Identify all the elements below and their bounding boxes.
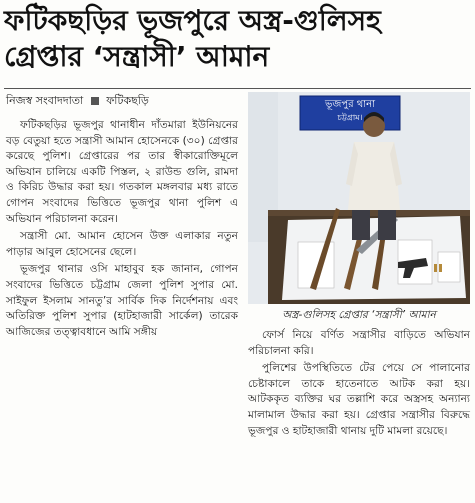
article-paragraph: পুলিশের উপস্থিতিতে টের পেয়ে সে পালানোর চেষ্টাকালে তাকে হাতেনাতে আটক করা হয়। আটককৃত ব্যক্তির ঘর তল্লাশি করে অস্ত্রসহ অন্যান্য মালামাল উদ্ধার করা হয়। গ্রেপ্তার সন্ত্রাসীর বিরুদ্ধে ভূজপুর ও হাটহাজারী থানায় দুটি মামলা রয়েছে। (248, 362, 470, 437)
news-photo (248, 92, 470, 304)
article-column-right (248, 328, 470, 441)
square-bullet-icon (91, 97, 99, 105)
byline (6, 94, 149, 108)
article-paragraph: ভূজপুর থানার ওসি মাহাবুব হক জানান, গোপন সংবাদের ভিত্তিতে চট্টগ্রাম জেলা পুলিশ সুপার মো. সাইফুল ইসলাম সানতু’র সার্বিক দিক নির্দেশনায় এবং অতিরিক্ত পুলিশ সুপার (হাটহাজারী সার্কেল) তারেক আজিজের তত্ত্বাবধানে আমি সঙ্গীয় (6, 263, 238, 338)
photo-sign-line-1: ভূজপুর থানা (324, 99, 376, 110)
byline-location: ফটিকছড়ি (106, 94, 149, 107)
headline (4, 4, 471, 74)
headline-rule (4, 88, 471, 89)
article-column-left (6, 118, 238, 342)
article-paragraph: ফটিকছড়ির ভূজপুর থানাধীন দাঁতমারা ইউনিয়নের বড় বেতুয়া হতে সন্ত্রাসী আমান হোসেনকে (৩০) গ্রেপ্তার করেছে পুলিশ। গ্রেপ্তারের পর তার স্বীকারোক্তিমূলে অভিযান চালিয়ে একটি পিস্তল, ২ রাউন্ড গুলি, রামদা ও কিরিচ উদ্ধার করা হয়। গতকাল মঙ্গলবার মধ্য রাতে গোপন সংবাদের ভিত্তিতে ভূজপুর থানা পুলিশ এ অভিযান পরিচালনা করেন। (6, 119, 238, 225)
headline-line-1: ফটিকছড়ির ভূজপুরে অস্ত্র-গুলিসহ (4, 4, 381, 37)
photo-caption: অস্ত্র-গুলিসহ গ্রেপ্তার ‘সন্ত্রাসী’ আমান (282, 309, 436, 321)
photo-sign-line-2: চট্টগ্রাম। (337, 113, 363, 122)
photo-sign-text (300, 98, 400, 124)
byline-reporter: নিজস্ব সংবাদদাতা (6, 94, 84, 107)
article-paragraph: সন্ত্রাসী মো. আমান হোসেন উক্ত এলাকার নতুন পাড়ার আবুল হোসেনের ছেলে। (6, 230, 238, 258)
headline-line-2: গ্রেপ্তার ‘সন্ত্রাসী’ আমান (4, 40, 270, 73)
article-paragraph: ফোর্স নিয়ে বর্ণিত সন্ত্রাসীর বাড়িতে অভিযান পরিচালনা করি। (248, 329, 470, 357)
